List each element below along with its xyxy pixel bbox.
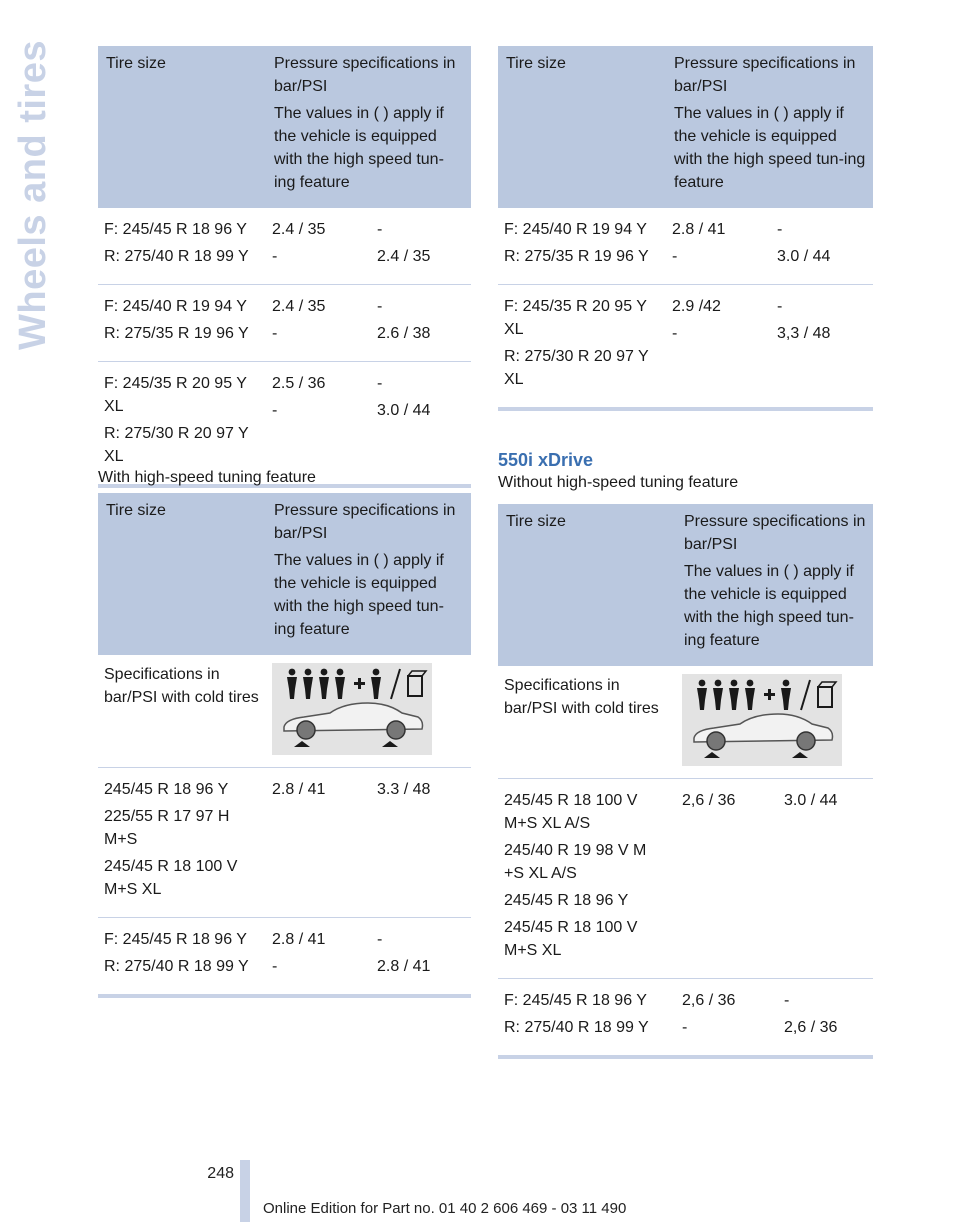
cell-text: Specifications in bar/PSI with cold tires [104, 666, 259, 706]
load-car-icon [272, 663, 432, 755]
cell-text: R: 275/40 R 18 99 Y [504, 1019, 649, 1036]
header-pressure [266, 46, 471, 208]
tire-pressure-table-550i [498, 504, 873, 1059]
right-table-2 [498, 504, 873, 1059]
cell-text: - [682, 1019, 688, 1036]
chapter-side-title [2, 42, 58, 362]
cell-text: 3.0 / 44 [777, 248, 831, 265]
table-cell [371, 285, 471, 362]
table-row [98, 208, 471, 285]
cell-text: - [777, 221, 783, 238]
cell-text: The values in ( ) apply if the vehicle is equipped with the high speed tun-ing feature [674, 105, 866, 191]
table-cell [371, 768, 471, 918]
table-row [98, 655, 471, 768]
cell-text: - [672, 248, 678, 265]
table-cell [266, 285, 371, 362]
cell-text: - [377, 298, 383, 315]
load-car-icon [682, 674, 842, 766]
cell-text: 2.8 / 41 [672, 221, 726, 238]
cell-text: F: 245/35 R 20 95 Y XL [504, 298, 647, 338]
section-heading [498, 449, 873, 494]
footer-divider [240, 1160, 250, 1222]
table-row [98, 918, 471, 997]
cell-text: 2.8 / 41 [272, 931, 326, 948]
edition-text: Online Edition for Part no. 01 40 2 606 469 - 03 11 490 [263, 1200, 627, 1217]
cell-text: F: 245/40 R 19 94 Y [504, 221, 647, 238]
page-number: 248 [207, 1165, 234, 1182]
cell-text: 245/45 R 18 96 Y [504, 892, 629, 909]
table-cell [498, 208, 666, 285]
cell-text: F: 245/40 R 19 94 Y [104, 298, 247, 315]
cell-text: The values in ( ) apply if the vehicle is equipped with the high speed tun-ing feature [684, 563, 854, 649]
table-cell [266, 768, 371, 918]
cell-text: 2.4 / 35 [272, 221, 326, 238]
table-cell [676, 666, 873, 779]
table-cell [371, 918, 471, 997]
cell-text: R: 275/40 R 18 99 Y [104, 958, 249, 975]
table-cell [98, 655, 266, 768]
cell-text: 2.8 / 41 [272, 781, 326, 798]
cell-text: 2,6 / 36 [682, 992, 736, 1009]
chapter-title-text: Wheels and tires [12, 40, 54, 350]
cell-text: The values in ( ) apply if the vehicle is equipped with the high speed tun-ing feature [274, 105, 444, 191]
cell-text: 2.8 / 41 [377, 958, 431, 975]
cell-text: 3,3 / 48 [777, 325, 831, 342]
cell-text: 2,6 / 36 [784, 1019, 838, 1036]
left-table-2 [98, 493, 471, 998]
cell-text: - [272, 958, 278, 975]
cell-text: 3.3 / 48 [377, 781, 431, 798]
cell-text: 3.0 / 44 [784, 792, 838, 809]
cell-text: 245/45 R 18 96 Y [104, 781, 229, 798]
table-row [98, 768, 471, 918]
table-cell [771, 285, 873, 410]
cell-text: 2.5 / 36 [272, 375, 326, 392]
cell-text: The values in ( ) apply if the vehicle is equipped with the high speed tun-ing feature [274, 552, 444, 638]
header-cell [98, 493, 266, 655]
left-column [98, 46, 471, 488]
cell-text: 2.6 / 38 [377, 325, 431, 342]
header-cell [498, 504, 676, 666]
table-row [498, 779, 873, 979]
table-cell [98, 768, 266, 918]
cell-text: - [272, 325, 278, 342]
cell-text: Tire size [506, 55, 566, 72]
table-cell [771, 208, 873, 285]
section-title: 550i xDrive [498, 450, 594, 470]
cell-text: Tire size [106, 55, 166, 72]
table-row [498, 208, 873, 285]
cell-text: 2.9 /42 [672, 298, 721, 315]
cell-text: 2.4 / 35 [272, 298, 326, 315]
cell-text: - [377, 221, 383, 238]
table-cell [98, 285, 266, 362]
table-row [498, 666, 873, 779]
table-cell [266, 208, 371, 285]
cell-text: R: 275/40 R 18 99 Y [104, 248, 249, 265]
tire-pressure-table-high-speed [98, 493, 471, 998]
table-cell [266, 918, 371, 997]
header-cell [498, 46, 666, 208]
table-cell [371, 208, 471, 285]
cell-text: - [272, 248, 278, 265]
table-row [98, 285, 471, 362]
table-cell [98, 918, 266, 997]
cell-text: 225/55 R 17 97 H M+S [104, 808, 230, 848]
high-speed-label: With high-speed tuning feature [98, 469, 316, 486]
cell-text: Tire size [506, 513, 566, 530]
cell-text: 245/40 R 19 98 V M +S XL A/S [504, 842, 647, 882]
cell-text: Pressure specifications in bar/PSI [674, 55, 856, 95]
header-cell [666, 46, 873, 208]
cell-text: F: 245/45 R 18 96 Y [104, 221, 247, 238]
table-cell [676, 779, 778, 979]
cell-text: Pressure specifications in bar/PSI [684, 513, 866, 553]
cell-text: R: 275/30 R 20 97 Y XL [104, 425, 249, 465]
table-cell [666, 208, 771, 285]
cell-text: - [784, 992, 790, 1009]
tire-pressure-table [98, 46, 471, 488]
table-cell [498, 285, 666, 410]
cell-text: - [272, 402, 278, 419]
cell-text: 2.4 / 35 [377, 248, 431, 265]
header-cell [676, 504, 873, 666]
cell-text: R: 275/35 R 19 96 Y [504, 248, 649, 265]
header-cell [266, 493, 471, 655]
cell-text: 3.0 / 44 [377, 402, 431, 419]
cell-text: Pressure specifications in bar/PSI [274, 502, 456, 542]
table-row [498, 979, 873, 1058]
cell-text: F: 245/45 R 18 96 Y [104, 931, 247, 948]
table-cell [778, 779, 873, 979]
cell-text: Pressure specifications in bar/PSI [274, 55, 456, 95]
cell-text: 2,6 / 36 [682, 792, 736, 809]
table-cell [266, 655, 471, 768]
table-cell [98, 208, 266, 285]
cell-text: - [377, 931, 383, 948]
cell-text: 245/45 R 18 100 V M+S XL [104, 858, 238, 898]
table-row [498, 285, 873, 410]
tire-pressure-table-right [498, 46, 873, 411]
cell-text: 245/45 R 18 100 V M+S XL A/S [504, 792, 638, 832]
cell-text: R: 275/30 R 20 97 Y XL [504, 348, 649, 388]
table-cell [498, 979, 676, 1058]
cell-text: Tire size [106, 502, 166, 519]
cell-text: F: 245/45 R 18 96 Y [504, 992, 647, 1009]
table-cell [676, 979, 778, 1058]
cell-text: - [777, 298, 783, 315]
cell-text: Specifications in bar/PSI with cold tires [504, 677, 659, 717]
table-cell [778, 979, 873, 1058]
header-tire-size [98, 46, 266, 208]
cell-text: 245/45 R 18 100 V M+S XL [504, 919, 638, 959]
right-column [498, 46, 873, 411]
table-cell [498, 779, 676, 979]
table-cell [498, 666, 676, 779]
cell-text: - [377, 375, 383, 392]
cell-text: - [672, 325, 678, 342]
without-high-speed-label: Without high-speed tuning feature [498, 474, 739, 491]
cell-text: F: 245/35 R 20 95 Y XL [104, 375, 247, 415]
cell-text: R: 275/35 R 19 96 Y [104, 325, 249, 342]
table-cell [666, 285, 771, 410]
